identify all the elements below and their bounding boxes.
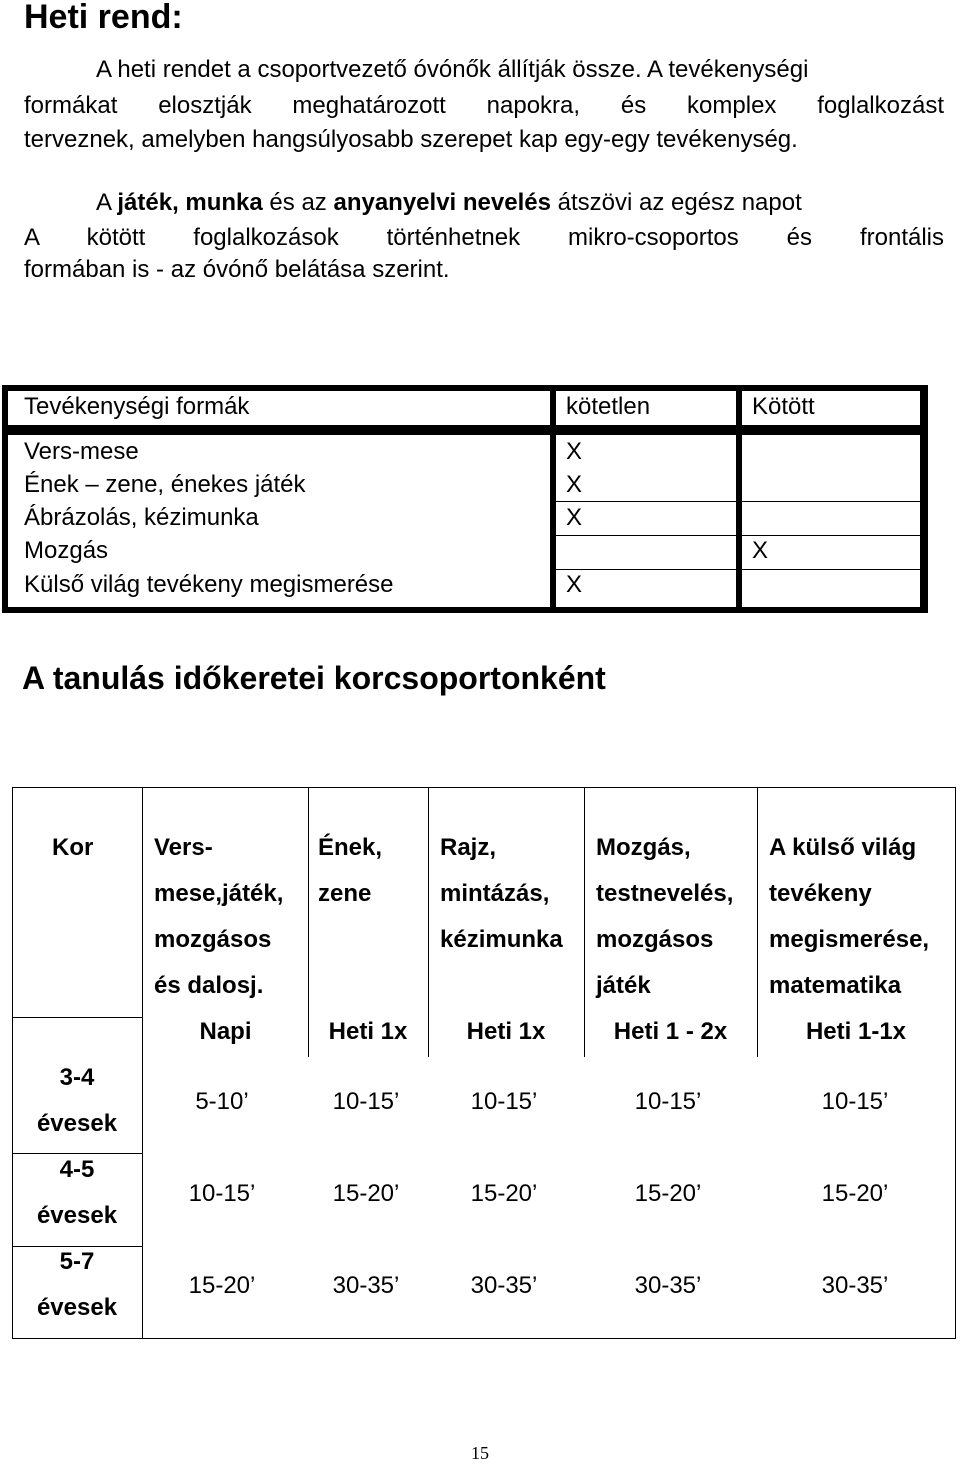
age-line: 4-5: [59, 1156, 95, 1183]
activity-name-column: [8, 435, 550, 607]
page-number: 15: [471, 1443, 489, 1463]
header-line: és dalosj.: [154, 972, 264, 999]
table-cell: 10-15’: [332, 1088, 400, 1115]
table-cell: 15-20’: [821, 1180, 889, 1207]
row-divider: [556, 535, 920, 536]
frequency-cell: Napi: [199, 1018, 252, 1045]
table-cell: 15-20’: [188, 1272, 256, 1299]
paragraph-line: formában is - az óvónő belátása szerint.: [24, 256, 450, 283]
text-run: A: [96, 189, 118, 216]
table-cell: 30-35’: [821, 1272, 889, 1299]
table-cell: [742, 501, 920, 534]
header-line: Vers-: [154, 834, 213, 861]
header-line: Mozgás,: [596, 834, 691, 861]
column-header-vers-mese: [154, 825, 283, 1009]
age-line: 3-4: [59, 1064, 95, 1091]
header-line: matematika: [769, 972, 902, 999]
frequency-cell: Heti 1 - 2x: [613, 1018, 728, 1045]
kotott-column: [742, 435, 920, 607]
header-line: Ének,: [318, 834, 383, 861]
age-line: évesek: [36, 1202, 118, 1229]
table-cell: 15-20’: [634, 1180, 702, 1207]
table-cell: X: [566, 471, 583, 498]
row-divider: [12, 1017, 143, 1018]
table-cell: 30-35’: [332, 1272, 400, 1299]
age-header: Kor: [52, 834, 94, 861]
table-cell: [742, 568, 920, 602]
bold-run: játék, munka: [117, 189, 263, 216]
table-cell: 15-20’: [332, 1180, 400, 1207]
text-run: átszövi az egész napot: [550, 189, 802, 216]
table-cell: [742, 435, 920, 468]
table-cell: 30-35’: [470, 1272, 538, 1299]
age-line: évesek: [36, 1294, 118, 1321]
table-cell: Mozgás: [24, 537, 109, 564]
table-cell: 10-15’: [188, 1180, 256, 1207]
table-border: [12, 787, 956, 788]
page-title: Heti rend:: [24, 0, 183, 36]
age-cell: [12, 1239, 142, 1331]
table-cell: X: [752, 537, 769, 564]
header-line: mintázás,: [440, 880, 550, 907]
header-line: mese,játék,: [154, 880, 284, 907]
frequency-cell: Heti 1x: [328, 1018, 408, 1045]
column-header-enek: [318, 825, 382, 917]
header-line: A külső világ: [769, 834, 917, 861]
section-subtitle: A tanulás időkeretei korcsoportonként: [22, 660, 606, 696]
header-line: mozgásos: [154, 926, 272, 953]
table-cell: X: [566, 571, 583, 598]
frequency-cell: Heti 1x: [466, 1018, 546, 1045]
table-cell: 10-15’: [470, 1088, 538, 1115]
table-header-cell: kötetlen: [556, 391, 736, 425]
table-cell: [742, 468, 920, 501]
time-frame-table: [12, 787, 956, 1339]
table-cell: Ábrázolás, kézimunka: [24, 504, 259, 531]
table-cell: [556, 534, 736, 568]
table-cell: 5-10’: [195, 1088, 249, 1115]
age-cell: [12, 1055, 142, 1147]
paragraph-line: [24, 187, 944, 219]
column-divider: [142, 787, 143, 1339]
row-divider: [556, 569, 920, 570]
column-header-rajz: [440, 825, 563, 963]
column-header-mozgas: [596, 825, 733, 1009]
age-line: 5-7: [59, 1248, 95, 1275]
age-cell: [12, 1147, 142, 1239]
header-line: kézimunka: [440, 926, 563, 953]
header-line: mozgásos: [596, 926, 714, 953]
header-line: játék: [596, 972, 651, 999]
frequency-cell: Heti 1-1x: [805, 1018, 907, 1045]
table-header-cell: Tevékenységi formák: [8, 391, 550, 425]
kotetlen-column: [556, 435, 736, 607]
paragraph-line: terveznek, amelyben hangsúlyosabb szerepet kap egy-egy tevékenység.: [24, 126, 798, 153]
column-header-kulso-vilag: [769, 825, 929, 1009]
header-line: tevékeny: [769, 880, 872, 907]
table-cell: Vers-mese: [24, 438, 139, 465]
header-line: megismerése,: [769, 926, 930, 953]
table-cell: 30-35’: [634, 1272, 702, 1299]
table-cell: Külső világ tevékeny megismerése: [24, 571, 394, 598]
header-line: Rajz,: [440, 834, 497, 861]
table-cell: X: [566, 504, 583, 531]
header-line: testnevelés,: [596, 880, 734, 907]
table-cell: Ének – zene, énekes játék: [24, 471, 306, 498]
header-line: zene: [318, 880, 372, 907]
paragraph-line: A heti rendet a csoportvezető óvónők állítják össze. A tevékenységi: [96, 56, 809, 83]
table-cell: X: [566, 438, 583, 465]
age-line: évesek: [36, 1110, 118, 1137]
activity-table: [2, 385, 928, 613]
table-cell: 10-15’: [634, 1088, 702, 1115]
table-cell: 10-15’: [821, 1088, 889, 1115]
bold-run: anyanyelvi nevelés: [333, 189, 551, 216]
table-border: [12, 1338, 956, 1339]
table-cell: 15-20’: [470, 1180, 538, 1207]
row-divider: [556, 501, 920, 502]
table-header-cell: Kötött: [742, 391, 920, 425]
table-border: [955, 787, 956, 1339]
paragraph-line: formákat elosztják meghatározott napokra, és komplex foglalkozást: [24, 92, 944, 119]
text-run: és az: [262, 189, 334, 216]
paragraph-line: A kötött foglalkozások történhetnek mikro-csoportos és frontális: [24, 224, 944, 251]
